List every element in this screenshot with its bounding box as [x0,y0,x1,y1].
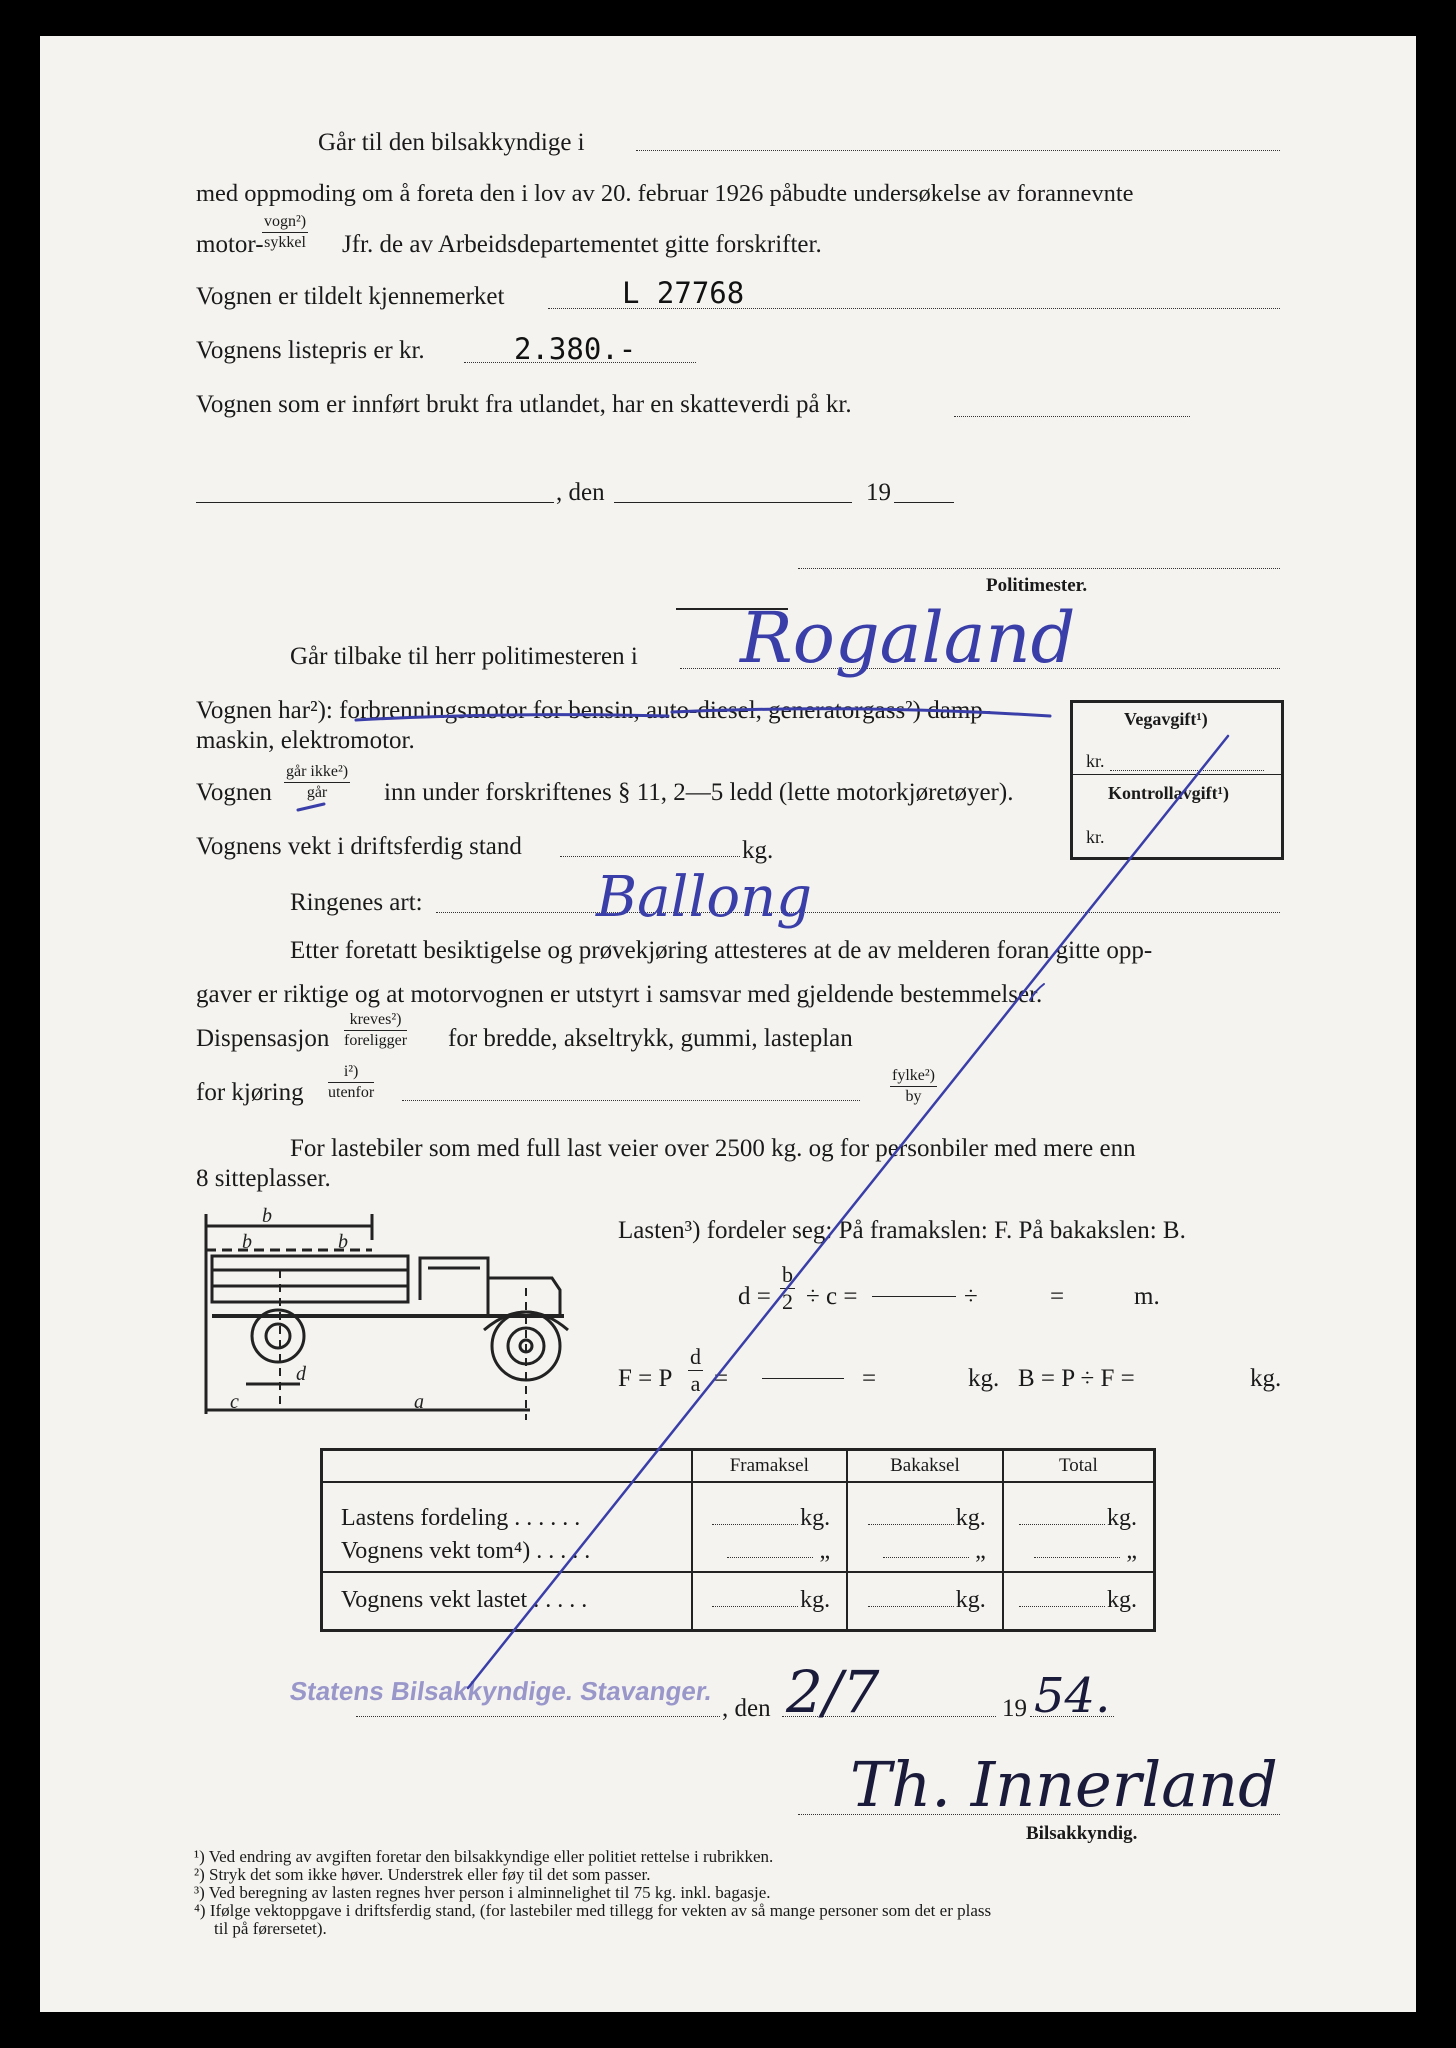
table-header-row [322,1450,1155,1483]
listepris-value: 2.380.- [514,332,637,366]
vognen-gar-rest: inn under forskriftenes § 11, 2—5 ledd (lette motorkjøretøyer). [384,779,1014,806]
frac-den: a [690,1371,701,1396]
tilbake-field[interactable] [680,668,1280,669]
jfr-text: Jfr. de av Arbeidsdepartementet gitte forskrifter. [342,231,822,258]
frac-num: kreves²) [344,1012,407,1031]
table-header-total: Total [1003,1450,1155,1483]
disp-prefix: Dispensasjon [196,1025,330,1052]
formula-f-eq2: = [862,1365,877,1392]
formula-d-lhs: d = [738,1283,771,1310]
listepris-label: Vognens listepris er kr. [196,337,425,364]
table-cell[interactable] [1003,1572,1155,1630]
vekt-label: Vognens vekt i driftsferdig stand [196,833,522,860]
row-dots: . . . . . [533,1587,588,1614]
row-dots: . . . . . [536,1538,591,1564]
row-label-text: Vognens vekt lastet [341,1587,528,1614]
svg-text:b: b [262,1205,272,1227]
ringenes-field[interactable] [436,912,1280,913]
cell-blank [868,1524,954,1525]
cell-unit: kg. [955,1587,986,1614]
bilsakkyndig-label: Bilsakkyndig. [1026,1823,1138,1844]
vognen-gar-prefix: Vognen [196,779,272,806]
year2-value: 54. [1034,1668,1111,1724]
ringenes-label: Ringenes art: [290,889,423,916]
formula-f-lhs: F = P [618,1365,673,1392]
tilbake-label: Går tilbake til herr politimesteren i [290,643,638,670]
laste-line2: 8 sitteplasser. [196,1165,331,1192]
formula-b-kg: kg. [1250,1365,1282,1392]
d-over-a-fraction [688,1346,703,1395]
ringenes-value: Ballong [596,865,812,930]
year2-field[interactable] [1030,1716,1114,1717]
lasten-fordeler: Lasten³) fordeler seg: På framakslen: F. På bakakslen: B. [618,1217,1186,1244]
table-cell[interactable] [692,1572,848,1630]
frac-num: fylke²) [890,1068,937,1087]
kjoring-field[interactable] [402,1100,860,1101]
svg-text:a: a [414,1391,424,1413]
table-cell[interactable] [847,1482,1003,1532]
table-header-bakaksel: Bakaksel [847,1450,1003,1483]
frac-num: vogn²) [262,214,308,233]
svg-text:b: b [338,1231,348,1253]
vognen-har-line1: Vognen har²): forbrenningsmotor for bensin, auto-diesel, generatorgass²) damp- [196,697,992,724]
footnote: ²) Stryk det som ikke høver. Understrek eller føy til det som passer. [194,1865,651,1884]
table-row [322,1572,1155,1630]
vognen-har-line2: maskin, elektromotor. [196,727,415,754]
cell-unit: kg. [955,1505,986,1531]
row-label-text: Vognens vekt tom⁴) [341,1538,531,1564]
skatteverdi-field[interactable] [954,416,1190,417]
formula-d-blank1[interactable] [872,1296,956,1297]
vegavgift-label: Vegavgift¹) [1124,709,1208,729]
gar-ikke-fraction [284,764,350,801]
table-cell[interactable] [1003,1482,1155,1532]
separator-line [676,608,788,610]
cell-unit: kg. [1107,1505,1137,1531]
den2-label: , den [722,1695,771,1722]
i-utenfor-fraction [328,1064,374,1101]
cell-blank [1019,1524,1105,1525]
etter-line2: gaver er riktige og at motorvognen er utstyrt i samsvar med gjeldende bestemmelser. [196,981,1043,1008]
empty-header [322,1450,692,1483]
kjoring-prefix: for kjøring [196,1079,304,1106]
table-cell[interactable] [847,1572,1003,1630]
disp-rest: for bredde, akseltrykk, gummi, lasteplan [448,1025,853,1052]
motor-prefix: motor- [196,231,264,258]
kontrollavgift-kr: kr. [1086,827,1105,847]
vegavgift-kr: kr. [1086,751,1105,771]
cell-blank [712,1524,798,1525]
skatteverdi-label: Vognen som er innført brukt fra utlandet, har en skatteverdi på kr. [196,391,852,418]
frac-num: i²) [328,1064,374,1083]
formula-f-blank[interactable] [762,1378,844,1379]
cell-blank [883,1557,969,1558]
frac-den: by [905,1088,922,1105]
kjennemerke-label: Vognen er tildelt kjennemerket [196,283,505,310]
box-divider [1073,774,1281,775]
formula-b: B = P ÷ F = [1018,1365,1135,1392]
year-prefix: 19 [866,479,891,506]
cell-unit: „ [975,1538,986,1564]
frac-num: d [690,1344,701,1369]
table-cell[interactable] [847,1532,1003,1572]
cell-blank [1019,1606,1105,1607]
frac-num: b [782,1262,793,1287]
formula-f-eq1: = [714,1365,729,1392]
formula-d-rest: ÷ c = [806,1283,858,1310]
date-field[interactable] [614,502,852,503]
frac-den: 2 [782,1289,793,1314]
row-label-text: Lastens fordeling [341,1505,509,1531]
fylke-by-fraction [890,1068,937,1105]
frac-den: sykkel [264,234,306,251]
table-cell[interactable] [1003,1532,1155,1572]
formula-d-div: ÷ [964,1283,978,1310]
footnote: ³) Ved beregning av lasten regnes hver person i alminnelighet til 75 kg. inkl. bagasje. [194,1883,771,1902]
load-table [320,1448,1156,1632]
vogn-sykkel-fraction [262,214,308,251]
kontrollavgift-label: Kontrollavgift¹) [1108,783,1230,803]
table-row [322,1482,1155,1532]
row-label [322,1482,692,1532]
date-value: 2/7 [786,1658,880,1726]
politimester-signature-field[interactable] [798,568,1280,569]
kreves-fraction [344,1012,407,1049]
cell-unit: kg. [800,1505,831,1531]
cell-unit: kg. [1107,1587,1137,1614]
row-label [322,1572,692,1630]
table-cell[interactable] [692,1482,848,1532]
cell-blank [727,1557,813,1558]
vekt-unit: kg. [742,837,774,864]
footnote: ¹) Ved endring av avgiften foretar den bilsakkyndige eller politiet rettelse i rubrikken. [194,1847,774,1866]
cell-unit: kg. [800,1587,831,1614]
footnote: ⁴) Ifølge vektoppgave i driftsferdig stand, (for lastebiler med tillegg for vekten av så mange personer som det er plass [194,1901,992,1920]
line-oppmoding: med oppmoding om å foreta den i lov av 20. februar 1926 påbudte undersøkelse av forannevnte [196,180,1134,207]
frac-den: utenfor [328,1084,375,1101]
svg-text:c: c [230,1391,239,1413]
frac-num: går ikke²) [284,764,350,783]
cell-blank [712,1606,798,1607]
vegavgift-field[interactable] [1110,770,1264,771]
footnote: til på førersetet). [214,1919,327,1938]
year-field[interactable] [894,502,954,503]
table-header-framaksel: Framaksel [692,1450,848,1483]
bilsakkyndig-signature-field[interactable] [798,1814,1280,1815]
laste-line1: For lastebiler som med full last veier over 2500 kg. og for personbiler med mere enn [290,1135,1136,1162]
tilbake-value: Rogaland [740,597,1076,679]
etter-line1: Etter foretatt besiktigelse og prøvekjøring attesteres at de av melderen foran gitte opp- [290,937,1153,964]
cell-blank [868,1606,954,1607]
table-cell[interactable] [692,1532,848,1572]
row-dots: . . . . . . [514,1505,581,1531]
signature: Th. Innerland [850,1748,1278,1821]
frac-den: foreligger [344,1032,408,1049]
politimester-label: Politimester. [986,575,1088,596]
kjennemerke-value: L 27768 [622,276,745,310]
place-field[interactable] [196,502,554,503]
bilsakkyndig-place-field[interactable] [636,150,1280,151]
cell-unit: „ [819,1538,831,1564]
stamp: Statens Bilsakkyndige. Stavanger. [287,1676,715,1706]
formula-d-eq: = [1050,1283,1065,1310]
den-label: , den [556,479,605,506]
svg-text:d: d [296,1363,306,1385]
formula-f-kg: kg. [968,1365,1000,1392]
vekt-field[interactable] [560,856,740,857]
place2-field[interactable] [356,1716,720,1717]
svg-text:b: b [242,1231,252,1253]
line-gar-til: Går til den bilsakkyndige i [318,129,585,156]
year2-prefix: 19 [1002,1695,1027,1722]
formula-d-unit: m. [1134,1283,1160,1310]
frac-den: går [306,784,328,801]
cell-unit: „ [1126,1538,1137,1564]
row-label [322,1532,692,1572]
date2-field[interactable] [782,1716,996,1717]
b-over-2-fraction [780,1264,795,1313]
table-row [322,1532,1155,1572]
cell-blank [1034,1557,1120,1558]
